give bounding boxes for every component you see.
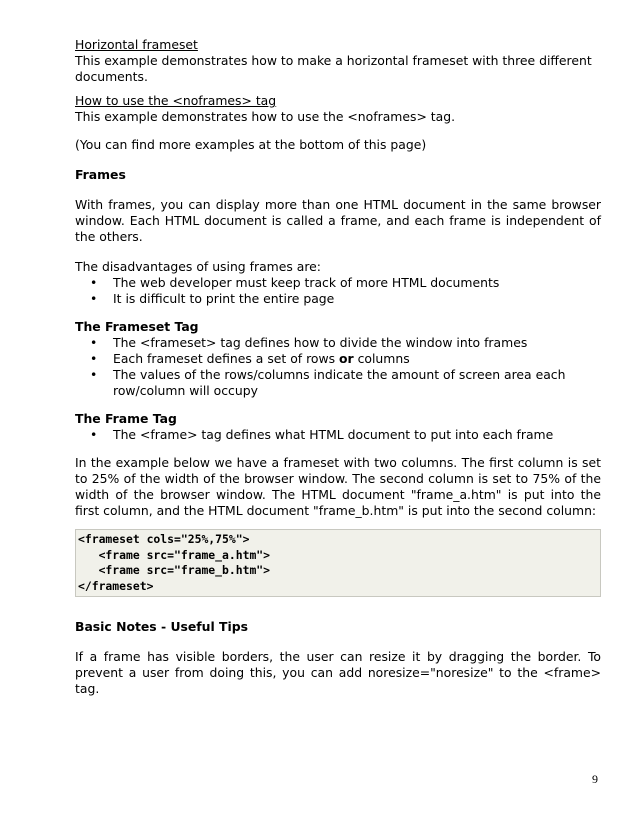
notes-paragraph: If a frame has visible borders, the user can resize it by dragging the border. To prevent a user from doing this, you can add noresize="noresize" to the <frame> tag.: [75, 649, 601, 696]
bullet-icon: •: [90, 427, 98, 442]
code-line: </frameset>: [78, 578, 154, 593]
list-item: • The <frameset> tag defines how to divide the window into frames: [90, 335, 528, 350]
list-item: • The <frame> tag defines what HTML document to put into each frame: [90, 427, 554, 442]
example-description: This example demonstrates how to make a horizontal frameset with three different documents.: [75, 53, 592, 84]
code-line: <frameset cols="25%,75%">: [78, 532, 250, 546]
bullet-icon: •: [90, 335, 98, 350]
list-item: • The web developer must keep track of more HTML documents: [90, 275, 500, 290]
section-heading-frame-tag: The Frame Tag: [75, 411, 177, 426]
frame-example-paragraph: In the example below we have a frameset with two columns. The first column is set to 25% of the width of the browser window. The second column is set to 75% of the width of the browser window. The HTML document "frame_a.htm" is put into the first column, and the HTML document "frame_b.htm" is put into the second column:: [75, 455, 601, 518]
bullet-icon: •: [90, 351, 98, 366]
section-heading-basic-notes: Basic Notes - Useful Tips: [75, 619, 248, 634]
list-item: • Each frameset defines a set of rows or columns: [90, 351, 410, 366]
frames-paragraph: With frames, you can display more than one HTML document in the same browser window. Each HTML document is called a frame, and each frame is independent of the others.: [75, 197, 601, 244]
document-page: [75, 37, 601, 697]
code-example-box: [75, 529, 601, 597]
frameset-tag-list: [75, 335, 601, 399]
list-item: • It is difficult to print the entire page: [90, 291, 335, 306]
disadvantages-list: [75, 275, 601, 307]
page-number: 9: [592, 772, 598, 786]
list-item: • The values of the rows/columns indicate the amount of screen area each row/column will occupy: [90, 367, 566, 398]
bullet-icon: •: [90, 275, 98, 290]
frame-tag-list: [75, 427, 601, 443]
example-description: This example demonstrates how to use the <noframes> tag.: [75, 109, 456, 124]
link-noframes-tag[interactable]: How to use the <noframes> tag: [75, 93, 277, 108]
more-examples-note: (You can find more examples at the bottom of this page): [75, 137, 427, 152]
section-heading-frameset-tag: The Frameset Tag: [75, 319, 199, 334]
code-line: <frame src="frame_b.htm">: [78, 563, 271, 577]
section-heading-frames: Frames: [75, 167, 126, 182]
bullet-icon: •: [90, 367, 98, 382]
code-line: <frame src="frame_a.htm">: [78, 547, 271, 562]
link-horizontal-frameset[interactable]: Horizontal frameset: [75, 37, 198, 52]
bullet-icon: •: [90, 291, 98, 306]
disadvantages-intro: The disadvantages of using frames are:: [75, 259, 321, 274]
